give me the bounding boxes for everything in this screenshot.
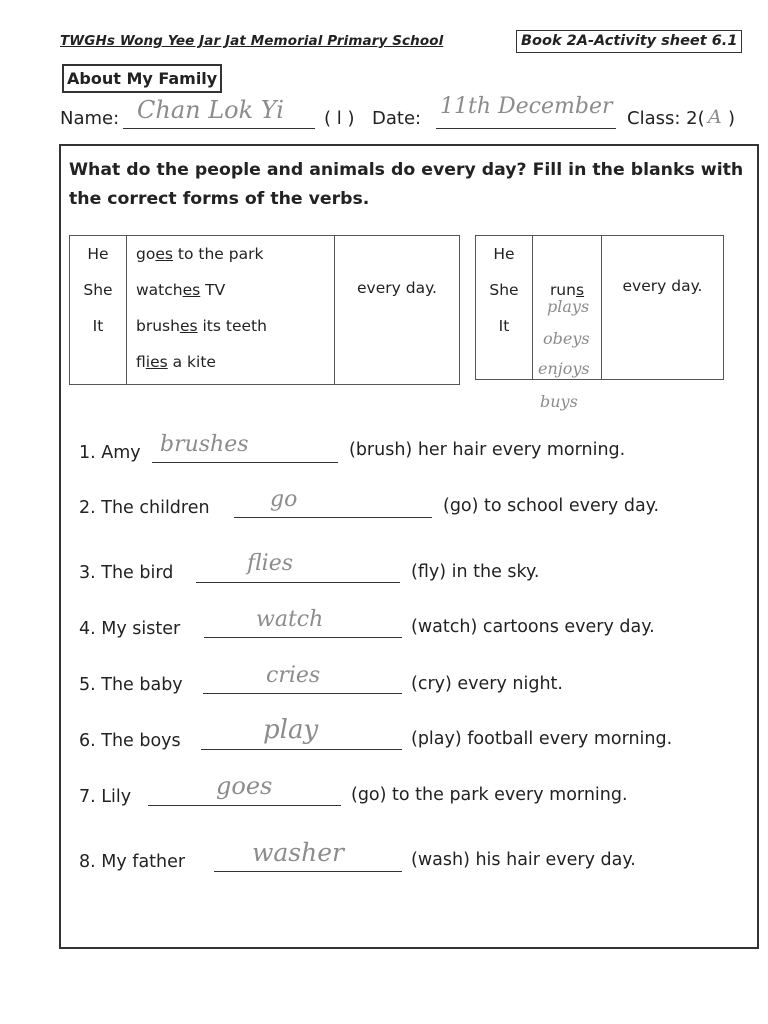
pronoun-column [70,236,127,385]
class-number: ( l ) [324,108,355,129]
verb-table-left [69,235,460,385]
handwritten-verb: enjoys [538,359,590,378]
pronoun: She [83,281,113,299]
handwritten-answer: goes [216,772,273,800]
question-remainder: (fly) in the sky. [411,562,540,582]
handwritten-verb: obeys [543,329,590,348]
activity-sheet-label: Book 2A-Activity sheet 6.1 [516,30,742,53]
name-label: Name: [60,108,120,129]
class-label: Class: 2( [627,108,705,129]
name-field[interactable] [123,96,315,129]
question-prompt: 4. My sister [79,619,181,639]
question-remainder: (watch) cartoons every day. [411,617,655,637]
name-value: Chan Lok Yi [137,96,284,124]
handwritten-answer: washer [252,838,344,867]
topic-title: About My Family [62,64,222,93]
time-phrase: every day. [602,236,724,380]
answer-blank[interactable] [196,557,400,583]
question-prompt: 1. Amy [79,443,141,463]
question-prompt: 8. My father [79,852,186,872]
handwritten-answer: flies [247,551,294,576]
question-remainder: (go) to school every day. [443,496,660,516]
date-label: Date: [372,108,422,129]
class-value: A [708,106,722,128]
handwritten-verb: plays [547,297,590,316]
question-prompt: 6. The boys [79,731,181,751]
verb-phrase: watches TV [136,281,226,299]
time-phrase: every day. [335,236,460,385]
pronoun: She [489,281,519,299]
instruction: What do the people and animals do every day? Fill in the blanks with the correct forms of the verbs. [69,160,744,209]
handwritten-answer: brushes [160,432,249,457]
verb-phrase: runs [549,281,585,299]
verb-column [127,236,335,385]
handwritten-verb: buys [540,392,578,411]
question-remainder: (cry) every night. [411,674,563,694]
date-field[interactable] [436,94,616,129]
verb-phrase: goes to the park [136,245,264,263]
handwritten-answer: cries [266,663,321,688]
question-remainder: (go) to the park every morning. [351,785,628,805]
pronoun: It [498,317,510,335]
question-prompt: 5. The baby [79,675,183,695]
verb-phrase: flies a kite [136,353,216,371]
question-prompt: 3. The bird [79,563,174,583]
question-prompt: 2. The children [79,498,210,518]
question-remainder: (brush) her hair every morning. [349,440,626,460]
pronoun: It [92,317,104,335]
answer-blank[interactable] [234,492,432,518]
question-prompt: 7. Lily [79,787,132,807]
verb-table-right [475,235,724,380]
pronoun: He [493,245,515,263]
handwritten-answer: watch [256,607,324,632]
question-remainder: (play) football every morning. [411,729,673,749]
handwritten-answer: play [263,715,319,745]
pronoun: He [87,245,109,263]
verb-phrase: brushes its teeth [136,317,267,335]
date-value: 11th December [440,94,613,119]
pronoun-column [476,236,533,380]
school-name: TWGHs Wong Yee Jar Jat Memorial Primary School [60,33,444,49]
class-close: ) [728,108,736,129]
question-remainder: (wash) his hair every day. [411,850,636,870]
handwritten-answer: go [270,487,298,512]
